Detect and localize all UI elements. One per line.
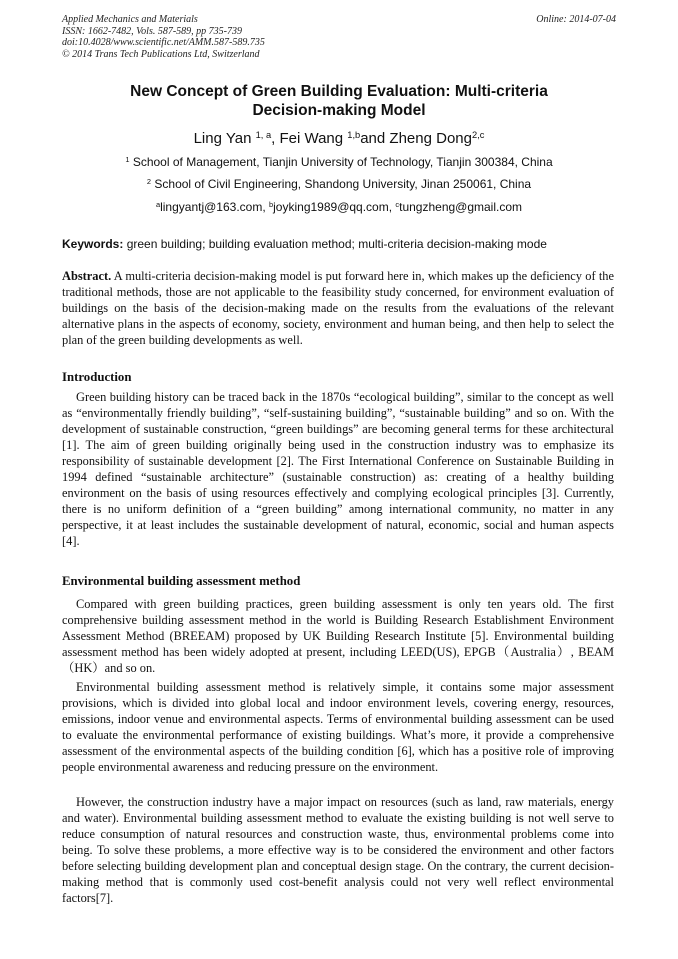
author-superscript: 2,c: [471, 129, 485, 140]
journal-header: [62, 14, 616, 60]
affiliation-2: [62, 177, 616, 191]
affiliation-text: School of Civil Engineering, Shandong University, Jinan 250061, China: [154, 177, 532, 191]
title-line-1: New Concept of Green Building Evaluation: Multi-criteria: [130, 83, 548, 100]
abstract-label: Abstract.: [62, 269, 112, 283]
affiliation-superscript: 1: [125, 154, 130, 164]
author-emails: [62, 200, 616, 214]
email-superscript: a: [155, 199, 161, 209]
introduction-paragraph: Green building history can be traced back in the 1870s “ecological building”, similar to the concept as well as “environmentally friendly building”, “self-sustaining building”, “sustainable building” and so on. With the development of sustainable construction, “green buildings” are becoming general terms for these architectural [1]. The aim of green building originally being used in the construction industry was to emphasize its responsibility of sustainable development [2]. The First International Conference on Sustainable Building in 1994 defined “sustainable architecture” (sustainable construction) as: creating of a healthy building environment on the basis of using resources effectively and complying ecological principles [3]. Currently, there is no uniform definition of a “green building” among international community, no matter in any perspective, it at least includes the sustainable development of natural, economic, social and human aspects [4].: [62, 390, 614, 548]
affiliation-superscript: 2: [146, 176, 152, 186]
copyright-line: © 2014 Trans Tech Publications Ltd, Switzerland: [62, 48, 260, 60]
keywords-label: Keywords:: [62, 237, 124, 251]
author-list: [62, 130, 616, 148]
paper-title: [62, 82, 616, 120]
journal-name: Applied Mechanics and Materials: [62, 14, 198, 25]
abstract-text: A multi-criteria decision-making model is put forward here in, which makes up the deficiency of the traditional methods, those are not applicable to the feasibility study concerned, for environment evaluation of buildings on the basis of the decision-making made on the results from the evaluations of the relevant alternative plans in the aspects of economy, society, environment and human being, and then help to select the plan of the green building developments as well.: [62, 269, 614, 347]
doi-line: doi:10.4028/www.scientific.net/AMM.587-589.735: [62, 37, 265, 48]
email-address: joyking1989@qq.com,: [273, 200, 396, 214]
environmental-paragraph-1: Compared with green building practices, green building assessment is only ten years old. The first comprehensive building assessment method in the world is Building Research Establishment Environment Assessment Method (BREEAM) proposed by UK Building Research Institute [5]. Environmental building assessment method has been widely adopted at present, including LEED(US), EPGB（Australia）, BEAM（HK）and so on.: [62, 597, 614, 675]
issn-line: ISSN: 1662-7482, Vols. 587-589, pp 735-739: [62, 25, 242, 37]
email-superscript: b: [269, 199, 274, 209]
abstract-paragraph: [62, 268, 614, 348]
author-separator: ,: [271, 130, 280, 147]
keywords: [62, 237, 616, 251]
author-superscript: 1, a: [255, 129, 272, 140]
author-superscript: 1,b: [347, 129, 361, 140]
environmental-paragraph-2: Environmental building assessment method is relatively simple, it contains some major assessment provisions, which is divided into global local and indoor environment levels, covering energy, resources, emissions, indoor venue and environmental aspects. Terms of environmental building assessment can be used to evaluate the environmental performance of existing buildings. What’s more, it provide a comprehensive assessment of the environmental aspects of the building condition [6], which has a positive role of improving people environmental awareness and reducing pressure on the environment.: [62, 680, 614, 774]
email-address: tungzheng@gmail.com: [399, 200, 523, 214]
email-address: lingyantj@163.com,: [160, 200, 269, 214]
title-line-2: Decision-making Model: [252, 102, 426, 119]
online-date: Online: 2014-07-04: [536, 14, 616, 25]
keywords-text: green building; building evaluation method; multi-criteria decision-making mode: [123, 237, 547, 251]
affiliation-text: School of Management, Tianjin University of Technology, Tianjin 300384, China: [132, 155, 553, 169]
introduction-heading: Introduction: [62, 370, 132, 384]
environmental-heading: Environmental building assessment method: [62, 574, 301, 588]
environmental-paragraph-3: However, the construction industry have a major impact on resources (such as land, raw materials, energy and water). Environmental building assessment method to evaluate the existing building is not well serve to reduce consumption of natural resources and construction waste, thus, environmental problems come into being. To solve these problems, a more effective way is to be considered the environment and other factors before selecting building development plan and conceptual design stage. On the contrary, the current decision-making method that is commonly used cost-benefit analysis could not very well reflect environmental factors[7].: [62, 795, 614, 905]
email-superscript: c: [395, 199, 400, 209]
author-name: and Zheng Dong: [360, 130, 472, 147]
author-name: Ling Yan: [193, 130, 252, 147]
author-name: Fei Wang: [279, 130, 344, 147]
affiliation-1: [62, 155, 616, 169]
